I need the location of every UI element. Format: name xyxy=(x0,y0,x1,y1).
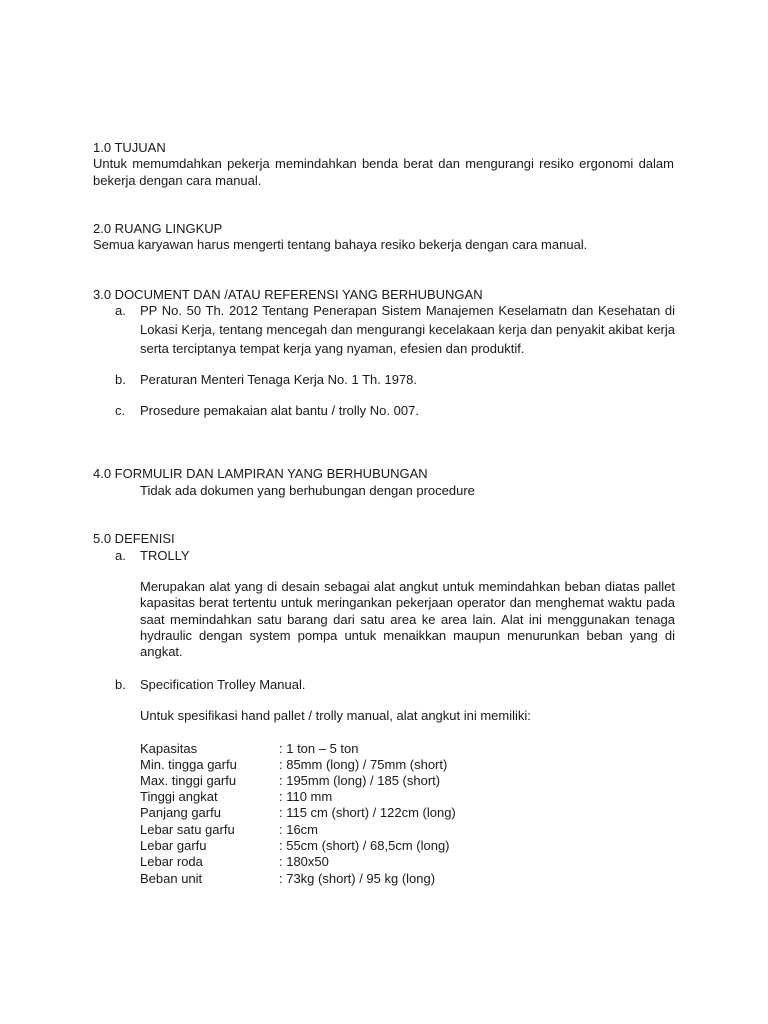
section-heading-tujuan: 1.0 TUJUAN xyxy=(93,140,166,155)
formulir-text: Tidak ada dokumen yang berhubungan dengan procedure xyxy=(140,483,475,498)
definition-desc-line: angkat. xyxy=(140,644,183,659)
list-marker: a. xyxy=(115,303,126,318)
spec-value: : 180x50 xyxy=(279,854,329,869)
spec-label: Panjang garfu xyxy=(140,805,221,820)
definition-desc-line: Merupakan alat yang di desain sebagai alat angkut untuk memindahkan beban diatas pallet xyxy=(140,579,675,594)
specification-title: Specification Trolley Manual. xyxy=(140,677,306,692)
tujuan-text-line: bekerja dengan cara manual. xyxy=(93,173,262,188)
list-marker: c. xyxy=(115,403,126,418)
spec-value: : 16cm xyxy=(279,822,319,837)
specification-intro: Untuk spesifikasi hand pallet / trolly manual, alat angkut ini memiliki: xyxy=(140,708,531,723)
spec-value: : 115 cm (short) / 122cm (long) xyxy=(279,805,456,820)
definition-desc-line: saat memindahkan satu barang dari satu area ke area lain. Alat ini menggunakan tenaga xyxy=(140,612,675,627)
spec-label: Max. tinggi garfu xyxy=(140,773,237,788)
ruang-lingkup-text: Semua karyawan harus mengerti tentang bahaya resiko bekerja dengan cara manual. xyxy=(93,237,588,252)
spec-label: Kapasitas xyxy=(140,741,198,756)
section-heading-ruang-lingkup: 2.0 RUANG LINGKUP xyxy=(93,221,223,236)
spec-value: : 110 mm xyxy=(279,789,333,804)
reference-item-line: serta terciptanya tempat kerja yang nyaman, efesien dan produktif. xyxy=(140,341,525,356)
reference-item-line: PP No. 50 Th. 2012 Tentang Penerapan Sistem Manajemen Keselamatn dan Kesehatan di xyxy=(140,303,675,318)
spec-label: Lebar satu garfu xyxy=(140,822,235,837)
spec-value: : 73kg (short) / 95 kg (long) xyxy=(279,871,436,886)
definition-desc-line: kapasitas berat tertentu untuk meringankan pekerjaan operator dan menghemat waktu pada xyxy=(140,595,675,610)
list-marker: a. xyxy=(115,548,126,563)
tujuan-text-line: Untuk memumdahkan pekerja memindahkan benda berat dan mengurangi resiko ergonomi dalam xyxy=(93,156,674,171)
reference-item: Peraturan Menteri Tenaga Kerja No. 1 Th. 1978. xyxy=(140,372,418,387)
spec-value: : 1 ton – 5 ton xyxy=(279,741,359,756)
section-heading-referensi: 3.0 DOCUMENT DAN /ATAU REFERENSI YANG BERHUBUNGAN xyxy=(93,287,483,302)
reference-item-line: Lokasi Kerja, tentang mencegah dan mengurangi kecelakaan kerja dan penyakit akibat kerja xyxy=(140,322,675,337)
spec-value: : 55cm (short) / 68,5cm (long) xyxy=(279,838,450,853)
definition-desc-line: hydraulic dengan system pompa untuk menaikkan maupun menurunkan beban yang di xyxy=(140,628,675,643)
spec-label: Beban unit xyxy=(140,871,203,886)
reference-item: Prosedure pemakaian alat bantu / trolly No. 007. xyxy=(140,403,419,418)
definition-title-trolly: TROLLY xyxy=(140,548,190,563)
spec-label: Tinggi angkat xyxy=(140,789,218,804)
spec-label: Min. tingga garfu xyxy=(140,757,237,772)
spec-label: Lebar roda xyxy=(140,854,203,869)
spec-label: Lebar garfu xyxy=(140,838,207,853)
list-marker: b. xyxy=(115,677,126,692)
section-heading-formulir: 4.0 FORMULIR DAN LAMPIRAN YANG BERHUBUNGAN xyxy=(93,466,428,481)
list-marker: b. xyxy=(115,372,126,387)
spec-value: : 85mm (long) / 75mm (short) xyxy=(279,757,448,772)
spec-value: : 195mm (long) / 185 (short) xyxy=(279,773,441,788)
section-heading-defenisi: 5.0 DEFENISI xyxy=(93,531,175,546)
